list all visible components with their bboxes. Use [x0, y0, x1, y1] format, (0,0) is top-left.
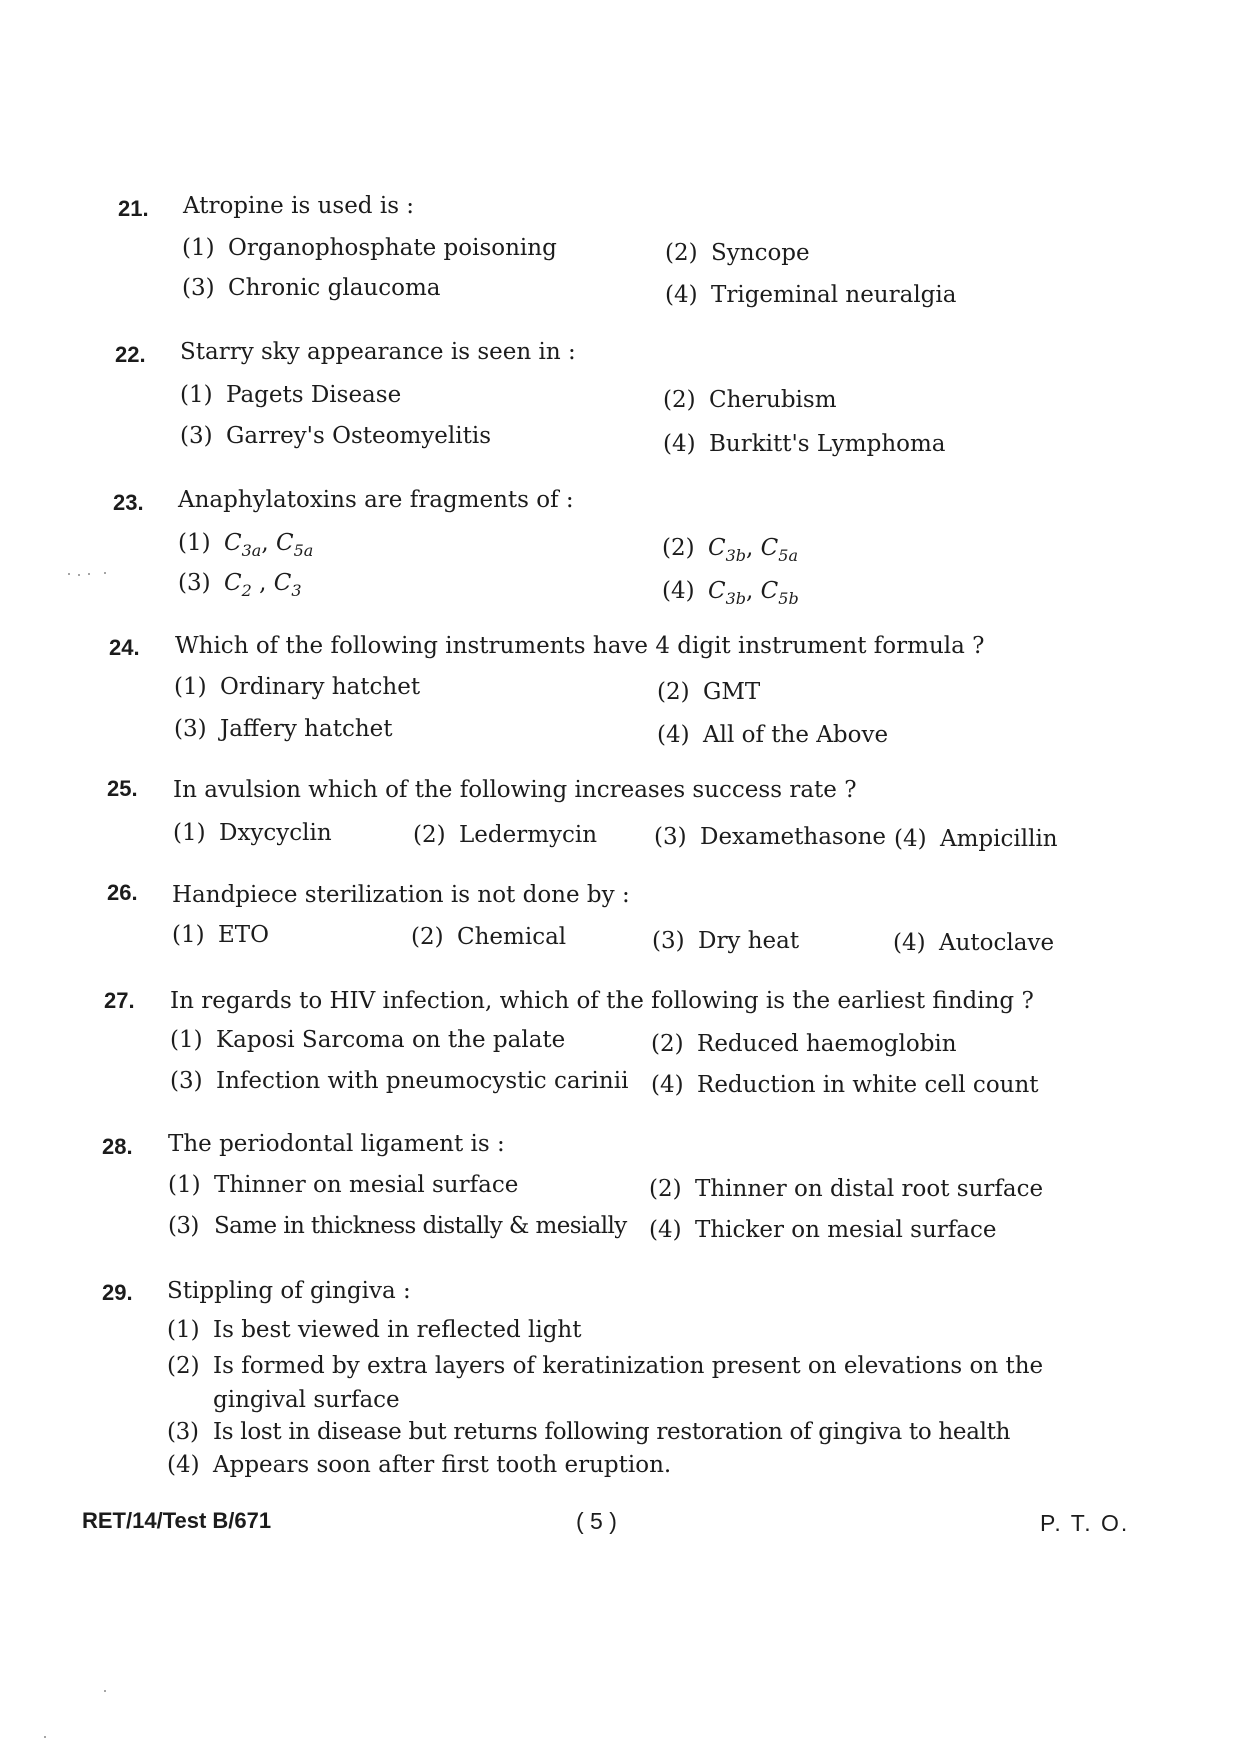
option-4: (4) Ampicillin	[894, 826, 1058, 852]
option-1: (1) Ordinary hatchet	[174, 674, 421, 700]
page-number: ( 5 )	[576, 1508, 617, 1534]
option-1: (1) Dxycyclin	[173, 820, 332, 846]
scan-speck	[44, 1736, 46, 1738]
question-text: Anaphylatoxins are fragments of :	[178, 487, 574, 513]
option-2: (2) Ledermycin	[413, 822, 598, 848]
scan-speck	[88, 573, 90, 575]
option-2: (2) Reduced haemoglobin	[651, 1031, 957, 1057]
option-2: (2) $C_{3b}$, $C_{5a}$	[662, 535, 798, 565]
option-2: (2) GMT	[657, 679, 761, 705]
exam-code: RET/14/Test B/671	[82, 1508, 272, 1533]
option-4: (4) $C_{3b}$, $C_{5b}$	[662, 578, 799, 608]
option-2: (2) Chemical	[411, 924, 567, 950]
option-1: (1) Is best viewed in reflected light	[167, 1317, 582, 1343]
question-text: In regards to HIV infection, which of the following is the earliest finding ?	[170, 988, 1034, 1014]
option-4: (4) All of the Above	[657, 722, 889, 748]
question-number: 24.	[109, 635, 140, 660]
option-4: (4) Appears soon after first tooth eruption.	[167, 1452, 672, 1478]
option-1: (1) Kaposi Sarcoma on the palate	[170, 1027, 566, 1053]
option-2: (2) Syncope	[665, 240, 810, 266]
option-2: (2) Cherubism	[663, 387, 837, 413]
option-1: (1) Pagets Disease	[180, 382, 402, 408]
question-text: Handpiece sterilization is not done by :	[172, 882, 630, 908]
option-4: (4) Burkitt's Lymphoma	[663, 431, 946, 457]
option-4: (4) Autoclave	[893, 930, 1055, 956]
question-text: Stippling of gingiva :	[167, 1278, 411, 1304]
option-3: (3) Same in thickness distally & mesially	[168, 1213, 627, 1239]
question-number: 22.	[115, 342, 146, 367]
option-3: (3) Dexamethasone	[654, 824, 886, 850]
option-1: (1) Thinner on mesial surface	[168, 1172, 519, 1198]
option-4: (4) Thicker on mesial surface	[649, 1217, 997, 1243]
option-3: (3) Dry heat	[652, 928, 800, 954]
question-number: 29.	[102, 1280, 133, 1305]
scan-speck	[104, 1690, 106, 1692]
question-number: 21.	[118, 196, 149, 221]
question-text: The periodontal ligament is :	[168, 1131, 505, 1157]
question-text: Starry sky appearance is seen in :	[180, 339, 576, 365]
question-text: In avulsion which of the following increases success rate ?	[173, 777, 857, 803]
scan-speck	[78, 574, 80, 576]
option-3: (3) Garrey's Osteomyelitis	[180, 423, 492, 449]
question-number: 26.	[107, 880, 138, 905]
question-number: 25.	[107, 776, 138, 801]
option-2: (2) Thinner on distal root surface	[649, 1176, 1044, 1202]
option-4: (4) Reduction in white cell count	[651, 1072, 1039, 1098]
scan-speck	[104, 572, 106, 574]
option-3: (3) $C_2$ , $C_3$	[178, 570, 302, 600]
option-1: (1) ETO	[172, 922, 269, 948]
question-number: 27.	[104, 988, 135, 1013]
question-text: Atropine is used is :	[183, 193, 415, 219]
option-1: (1) $C_{3a}$, $C_{5a}$	[178, 530, 314, 560]
question-number: 28.	[102, 1134, 133, 1159]
question-text: Which of the following instruments have 4 digit instrument formula ?	[175, 633, 985, 659]
scan-speck	[68, 573, 70, 575]
option-3: (3) Infection with pneumocystic carinii	[170, 1068, 629, 1094]
please-turn-over: P. T. O.	[1040, 1510, 1130, 1536]
option-3: (3) Jaffery hatchet	[174, 716, 393, 742]
option-2: (2) Is formed by extra layers of keratinization present on elevations on the gingival surface	[167, 1353, 1044, 1413]
option-1: (1) Organophosphate poisoning	[182, 235, 557, 261]
option-3: (3) Chronic glaucoma	[182, 275, 441, 301]
option-4: (4) Trigeminal neuralgia	[665, 282, 957, 308]
question-number: 23.	[113, 490, 144, 515]
option-3: (3) Is lost in disease but returns following restoration of gingiva to health	[167, 1419, 1011, 1445]
